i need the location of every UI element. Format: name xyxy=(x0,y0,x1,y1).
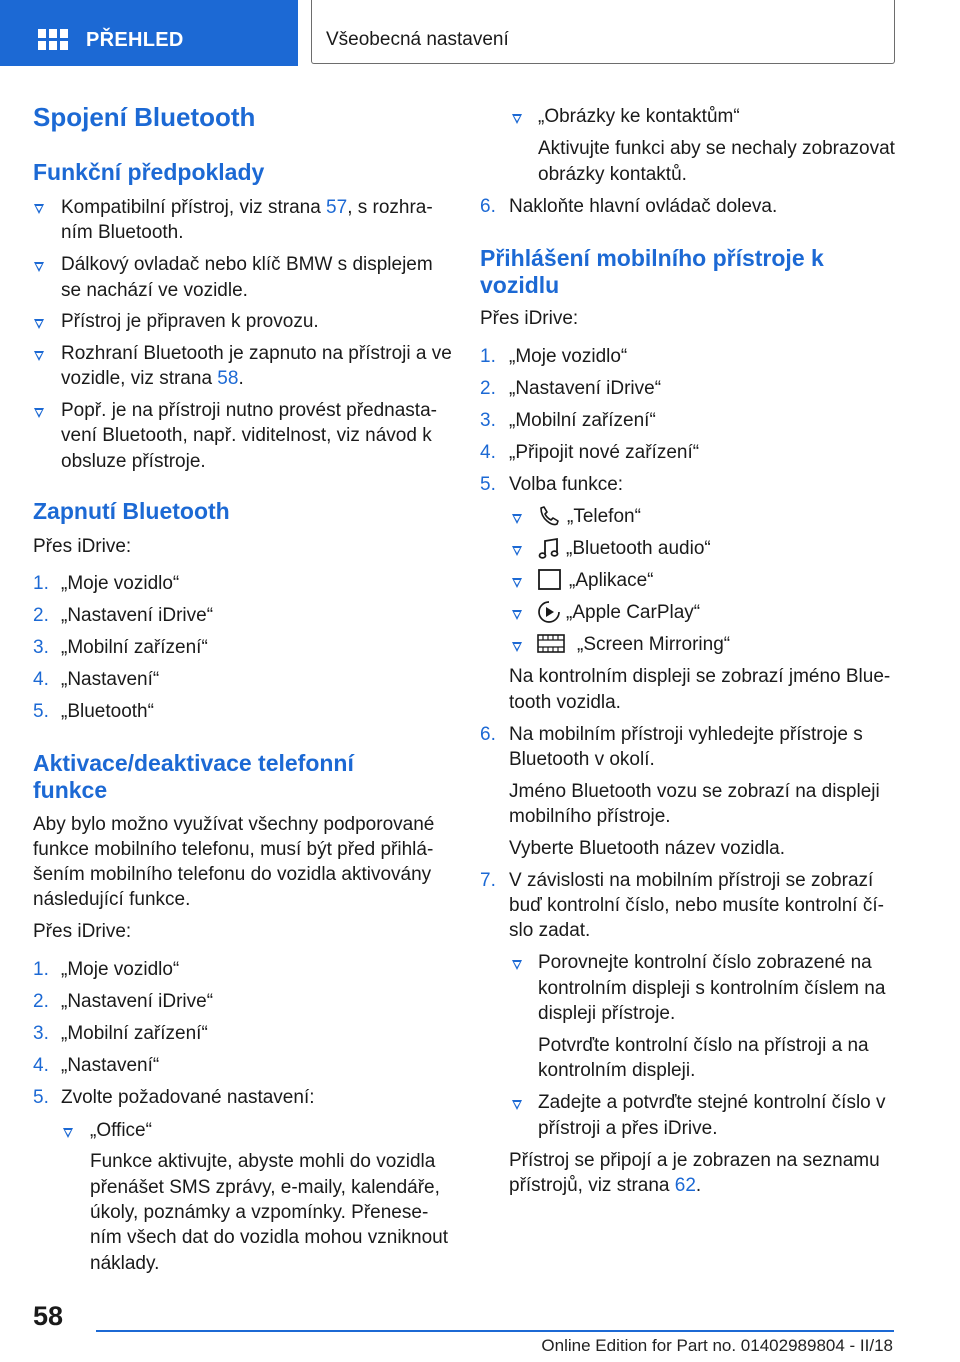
pictures-label: „Obrázky ke kontaktům“ xyxy=(538,106,740,127)
code-step: slo zadat. xyxy=(509,920,591,941)
office-desc: úkoly, poznámky a vzpomínky. Přenese‐ xyxy=(90,1202,429,1223)
phone-paragraph: funkce mobilního telefonu, musí být před přihlá‐ xyxy=(33,839,434,860)
step-number: 5. xyxy=(480,474,496,495)
step-number: 6. xyxy=(480,724,496,745)
code-bullet-note: kontrolním displeji. xyxy=(538,1060,696,1081)
step-number: 1. xyxy=(480,346,496,367)
login-step: Volba funkce: xyxy=(509,474,624,495)
prereq-bullet-4-cont: vozidle, viz strana 58. xyxy=(61,368,244,389)
phone-icon xyxy=(536,505,562,529)
enable-intro: Přes iDrive: xyxy=(33,536,132,557)
phone-intro: Přes iDrive: xyxy=(33,921,132,942)
page-link-58[interactable]: 58 xyxy=(217,368,239,389)
prereq-bullet-4: Rozhraní Bluetooth je zapnuto na přístroji a ve xyxy=(61,343,452,364)
page-number: 58 xyxy=(33,1301,64,1331)
office-desc: Funkce aktivujte, abyste mohli do vozidla xyxy=(90,1151,436,1172)
pictures-desc: obrázky kontaktů. xyxy=(538,164,687,185)
login-step: „Mobilní zařízení“ xyxy=(509,410,656,431)
prereq-bullet-2-cont: se nachází ve vozidle. xyxy=(61,280,248,301)
phone-paragraph: šením mobilního telefonu do vozidla aktivovány xyxy=(33,864,432,885)
bullet-triangle-icon xyxy=(512,546,522,556)
search-step-note: Vyberte Bluetooth název vozidla. xyxy=(509,838,786,859)
bullet-triangle-icon xyxy=(512,642,522,652)
page-link-57[interactable]: 57 xyxy=(326,197,348,218)
code-step: V závislosti na mobilním přístroji se zobrazí xyxy=(509,870,874,891)
step-number: 2. xyxy=(33,991,49,1012)
prereq-bullet-2: Dálkový ovladač nebo klíč BMW s displejem xyxy=(61,254,433,275)
login-step: „Nastavení iDrive“ xyxy=(509,378,662,399)
func-carplay: „Apple CarPlay“ xyxy=(566,602,701,623)
func-audio: „Bluetooth audio“ xyxy=(566,538,711,559)
bullet-triangle-icon xyxy=(512,1100,522,1110)
phone-step: „Moje vozidlo“ xyxy=(61,959,180,980)
bullet-triangle-icon xyxy=(34,351,44,361)
search-step-note: Jméno Bluetooth vozu se zobrazí na displeji xyxy=(509,781,880,802)
step-number: 1. xyxy=(33,573,49,594)
step-number: 1. xyxy=(33,959,49,980)
login-step: „Moje vozidlo“ xyxy=(509,346,628,367)
func-telefon: „Telefon“ xyxy=(567,506,641,527)
phone-step: „Nastavení iDrive“ xyxy=(61,991,214,1012)
pictures-desc: Aktivujte funkci aby se nechaly zobrazovat xyxy=(538,138,895,159)
step-number: 6. xyxy=(480,196,496,217)
prereq-bullet-5-cont: obsluze přístroje. xyxy=(61,451,206,472)
phone-step: „Nastavení“ xyxy=(61,1055,160,1076)
section-label: Všeobecná nastavení xyxy=(326,29,509,50)
login-heading-cont: vozidlu xyxy=(480,272,560,298)
bullet-triangle-icon xyxy=(34,204,44,214)
prereq-bullet-1: Kompatibilní přístroj, viz strana 57, s rozhra‐ xyxy=(61,197,433,218)
phone-paragraph: následující funkce. xyxy=(33,889,191,910)
prereq-bullet-3: Přístroj je připraven k provozu. xyxy=(61,311,319,332)
office-desc: ním všech dat do vozidla mohou vzniknout xyxy=(90,1227,449,1248)
apps-icon xyxy=(537,568,563,592)
footer-edition: Online Edition for Part no. 01402989804 - II/18 xyxy=(541,1336,893,1355)
enable-step: „Nastavení iDrive“ xyxy=(61,605,214,626)
grid-icon xyxy=(38,29,68,53)
bullet-triangle-icon xyxy=(34,319,44,329)
code-bullet: Zadejte a potvrďte stejné kontrolní číslo v xyxy=(538,1092,886,1113)
search-step-note: mobilního přístroje. xyxy=(509,806,671,827)
step-number: 4. xyxy=(33,669,49,690)
code-bullet: Porovnejte kontrolní číslo zobrazené na xyxy=(538,952,872,973)
step-number: 4. xyxy=(33,1055,49,1076)
screen-mirroring-icon xyxy=(536,632,566,656)
bullet-triangle-icon xyxy=(34,408,44,418)
enable-step: „Nastavení“ xyxy=(61,669,160,690)
func-mirror: „Screen Mirroring“ xyxy=(577,634,731,655)
step-number: 4. xyxy=(480,442,496,463)
phone-step: „Mobilní zařízení“ xyxy=(61,1023,208,1044)
section-tab[interactable] xyxy=(311,0,895,64)
code-step: buď kontrolní číslo, nebo musíte kontrolní čí‐ xyxy=(509,895,884,916)
carplay-icon xyxy=(537,600,561,624)
office-desc: přenášet SMS zprávy, e-maily, kalendáře, xyxy=(90,1177,440,1198)
func-apps: „Aplikace“ xyxy=(569,570,654,591)
enable-step: „Moje vozidlo“ xyxy=(61,573,180,594)
step-number: 5. xyxy=(33,1087,49,1108)
step-number: 2. xyxy=(480,378,496,399)
step-number: 2. xyxy=(33,605,49,626)
phone-step: Zvolte požadované nastavení: xyxy=(61,1087,315,1108)
bullet-triangle-icon xyxy=(512,514,522,524)
phone-paragraph: Aby bylo možno využívat všechny podporované xyxy=(33,814,435,835)
final-note: přístrojů, viz strana 62. xyxy=(509,1175,702,1196)
step-number: 5. xyxy=(33,701,49,722)
code-bullet: kontrolním displeji s kontrolním číslem na xyxy=(538,978,886,999)
search-step: Bluetooth v okolí. xyxy=(509,749,655,770)
bullet-triangle-icon xyxy=(512,610,522,620)
tilt-step: Nakloňte hlavní ovládač doleva. xyxy=(509,196,778,217)
step-number: 7. xyxy=(480,870,496,891)
step-number: 3. xyxy=(480,410,496,431)
login-heading: Přihlášení mobilního přístroje k xyxy=(480,245,824,271)
enable-step: „Bluetooth“ xyxy=(61,701,154,722)
page-link-62[interactable]: 62 xyxy=(674,1175,696,1196)
display-note: Na kontrolním displeji se zobrazí jméno Blue‐ xyxy=(509,666,891,687)
prereq-bullet-1-cont: ním Bluetooth. xyxy=(61,222,184,243)
login-step: „Připojit nové zařízení“ xyxy=(509,442,700,463)
step-number: 3. xyxy=(33,637,49,658)
code-bullet: displeji přístroje. xyxy=(538,1003,676,1024)
prereq-bullet-5: Popř. je na přístroji nutno provést přednasta‐ xyxy=(61,400,437,421)
overview-tab[interactable] xyxy=(0,0,298,66)
bullet-triangle-icon xyxy=(512,578,522,588)
page-title: Spojení Bluetooth xyxy=(33,102,256,132)
music-note-icon xyxy=(536,536,562,562)
code-bullet: přístroji a přes iDrive. xyxy=(538,1118,718,1139)
bullet-triangle-icon xyxy=(512,960,522,970)
prereq-bullet-5-cont: vení Bluetooth, např. viditelnost, viz návod k xyxy=(61,425,432,446)
phone-heading: Aktivace/deaktivace telefonní xyxy=(33,750,354,776)
bullet-triangle-icon xyxy=(34,262,44,272)
display-note: tooth vozidla. xyxy=(509,692,621,713)
step-number: 3. xyxy=(33,1023,49,1044)
enable-heading: Zapnutí Bluetooth xyxy=(33,498,230,524)
phone-heading-cont: funkce xyxy=(33,777,108,803)
bullet-triangle-icon xyxy=(63,1128,73,1138)
office-desc: náklady. xyxy=(90,1253,160,1274)
footer-divider xyxy=(96,1330,894,1332)
office-label: „Office“ xyxy=(90,1120,152,1141)
code-bullet-note: Potvrďte kontrolní číslo na přístroji a na xyxy=(538,1035,869,1056)
enable-step: „Mobilní zařízení“ xyxy=(61,637,208,658)
overview-label: PŘEHLED xyxy=(86,29,184,51)
bullet-triangle-icon xyxy=(512,114,522,124)
final-note: Přístroj se připojí a je zobrazen na seznamu xyxy=(509,1150,880,1171)
search-step: Na mobilním přístroji vyhledejte přístroje s xyxy=(509,724,863,745)
prereq-heading: Funkční předpoklady xyxy=(33,159,265,185)
login-intro: Přes iDrive: xyxy=(480,308,579,329)
